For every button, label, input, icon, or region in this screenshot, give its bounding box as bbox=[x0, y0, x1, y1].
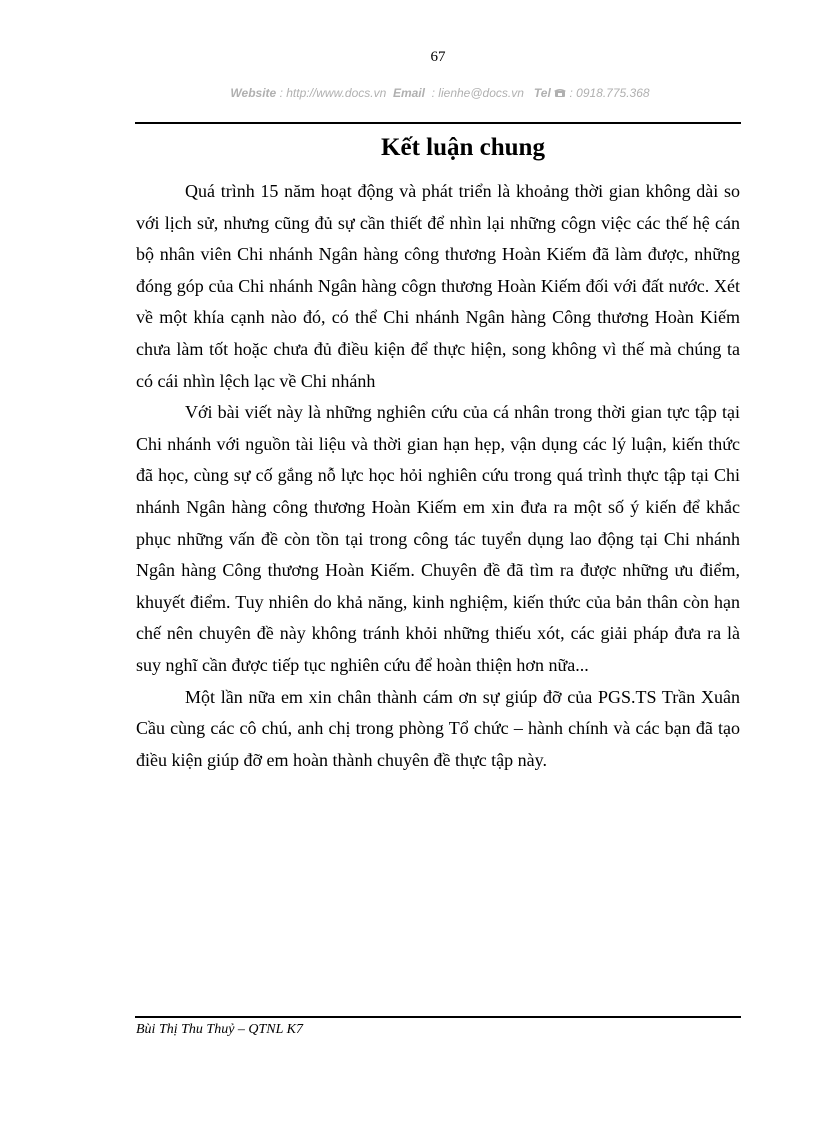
website-label: Website bbox=[230, 86, 277, 100]
tel-label: Tel bbox=[533, 86, 551, 100]
footer-divider bbox=[135, 1016, 741, 1018]
header-contact-line bbox=[140, 86, 740, 100]
email-label: Email bbox=[392, 86, 425, 100]
email-link[interactable]: : lienhe@docs.vn bbox=[431, 86, 524, 100]
footer-author: Bùi Thị Thu Thuỷ – QTNL K7 bbox=[136, 1022, 304, 1037]
document-body bbox=[136, 176, 740, 776]
page-number: 67 bbox=[430, 49, 446, 65]
paragraph: Quá trình 15 năm hoạt động và phát triển là khoảng thời gian không dài so với lịch sử, nhưng cũng đủ sự cần thiết để nhìn lại những côgn việc các thế hệ cán bộ nhân viên Chi nhánh Ngân hàng công thương Hoàn Kiếm đã làm được, những đóng góp của Chi nhánh Ngân hàng côgn thương Hoàn Kiếm đối với đất nước. Xét về một khía cạnh nào đó, có thể Chi nhánh Ngân hàng Công thương Hoàn Kiếm chưa làm tốt hoặc chưa đủ điều kiện để thực hiện, song không vì thế mà chúng ta có cái nhìn lệch lạc về Chi nhánh bbox=[136, 181, 740, 391]
header-divider bbox=[135, 122, 741, 124]
page-title: Kết luận chung bbox=[381, 134, 545, 161]
paragraph: Một lần nữa em xin chân thành cám ơn sự giúp đỡ của PGS.TS Trần Xuân Cầu cùng các cô chú, anh chị trong phòng Tổ chức – hành chính và các bạn đã tạo điều kiện giúp đỡ em hoàn thành chuyên đề thực tập này. bbox=[136, 686, 740, 770]
paragraph: Với bài viết này là những nghiên cứu của cá nhân trong thời gian tực tập tại Chi nhánh với nguồn tài liệu và thời gian hạn hẹp, vận dụng các lý luận, kiến thức đã học, cùng sự cố gắng nỗ lực học hỏi nghiên cứu trong quá trình thực tập tại Chi nhánh Ngân hàng công thương Hoàn Kiếm em xin đưa ra một số ý kiến để khắc phục những vấn đề còn tồn tại trong công tác tuyển dụng lao động tại Chi nhánh Ngân hàng Công thương Hoàn Kiếm. Chuyên đề đã tìm ra được những ưu điểm, khuyết điểm. Tuy nhiên do khả năng, kinh nghiệm, kiến thức của bản thân còn hạn chế nên chuyên đề này không tránh khỏi những thiếu xót, các giải pháp đưa ra là suy nghĩ cần được tiếp tục nghiên cứu để hoàn thiện hơn nữa... bbox=[136, 402, 740, 675]
phone-icon bbox=[554, 86, 569, 100]
website-link[interactable]: : http://www.docs.vn bbox=[279, 86, 387, 100]
tel-value: : 0918.775.368 bbox=[569, 86, 650, 100]
